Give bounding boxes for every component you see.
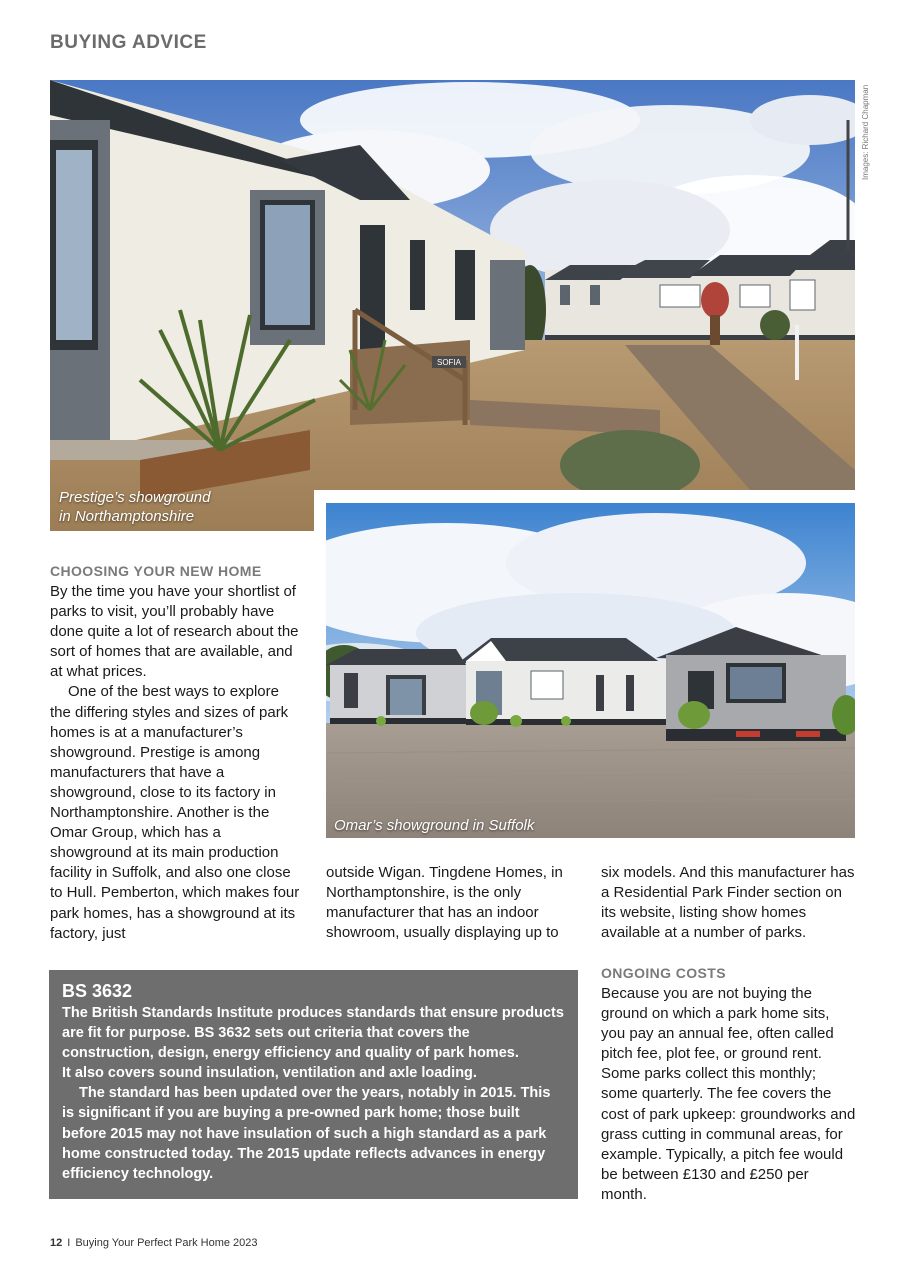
col1-para2: One of the best ways to explore the differing styles and sizes of park homes is at a manufacturer’s showground. Prestige is among manufacturers that have a showground, close to its factory in Northamptonshire. Another is the Omar Group, which has a showground at its main production facility in Suffolk, and also one close to Hull. Pemberton, which makes four park homes, has a showground at its factory, just [50, 683, 300, 942]
omar-showground-photo [326, 503, 855, 838]
prestige-caption-line1: Prestige’s showground [59, 489, 211, 506]
prestige-photo-illustration [50, 80, 855, 531]
ongoing-costs-body: Because you are not buying the ground on which a park home sits, you pay an annual fee, often called pitch fee, plot fee, or ground rent. Some parks collect this monthly; some quarterly. The fee covers the cost of park upkeep: groundworks and grass cutting in communal areas, for example. Typically, a pitch fee would be between £130 and £250 per month. [601, 985, 856, 1203]
page-footer [50, 1237, 258, 1249]
article-column-1 [50, 562, 302, 944]
bs3632-para1: The British Standards Institute produces standards that ensure products are fit for purpose. BS 3632 sets out criteria that covers the construction, design, energy efficiency and quality of park homes. [62, 1005, 564, 1062]
bs3632-para2: It also covers sound insulation, ventilation and axle loading. [62, 1065, 477, 1082]
col1-para1: By the time you have your shortlist of parks to visit, you’ll probably have done quite a lot of research about the sort of homes that are available, and at what prices. [50, 583, 299, 681]
sofia-sign: SOFIA [436, 358, 462, 367]
bs3632-para3: The standard has been updated over the years, notably in 2015. This is significant if you are buying a pre-owned park home; those built before 2015 may not have insulation of such a high standard as a park home constructed today. The 2015 update reflects advances in energy efficiency technology. [62, 1085, 551, 1182]
col3-para1: six models. And this manufacturer has a Residential Park Finder section on its website, listing show homes available at a number of parks. [601, 864, 855, 942]
ongoing-costs-section [601, 964, 856, 1205]
col2-para1: outside Wigan. Tingdene Homes, in Northamptonshire, is the only manufacturer that has an indoor showroom, usually displaying up to [326, 864, 563, 942]
footer-separator: I [67, 1237, 71, 1249]
omar-photo-illustration [326, 503, 855, 838]
prestige-caption-line2: in Northamptonshire [59, 508, 195, 525]
choosing-heading: CHOOSING YOUR NEW HOME [50, 563, 262, 579]
photo-credit-text: Images: Richard Chapman [861, 84, 870, 180]
bs3632-title: BS 3632 [62, 981, 133, 1001]
omar-caption: Omar’s showground in Suffolk [334, 817, 535, 834]
article-column-2 [326, 863, 576, 943]
page-number: 12 [50, 1237, 63, 1249]
ongoing-costs-heading: ONGOING COSTS [601, 965, 726, 981]
publication-title: Buying Your Perfect Park Home 2023 [75, 1237, 258, 1249]
article-column-3 [601, 863, 856, 943]
bs3632-box [49, 970, 578, 1199]
prestige-showground-photo [50, 80, 855, 531]
prestige-caption [59, 488, 309, 526]
section-label: BUYING ADVICE [50, 32, 207, 53]
photo-credit [861, 80, 871, 180]
